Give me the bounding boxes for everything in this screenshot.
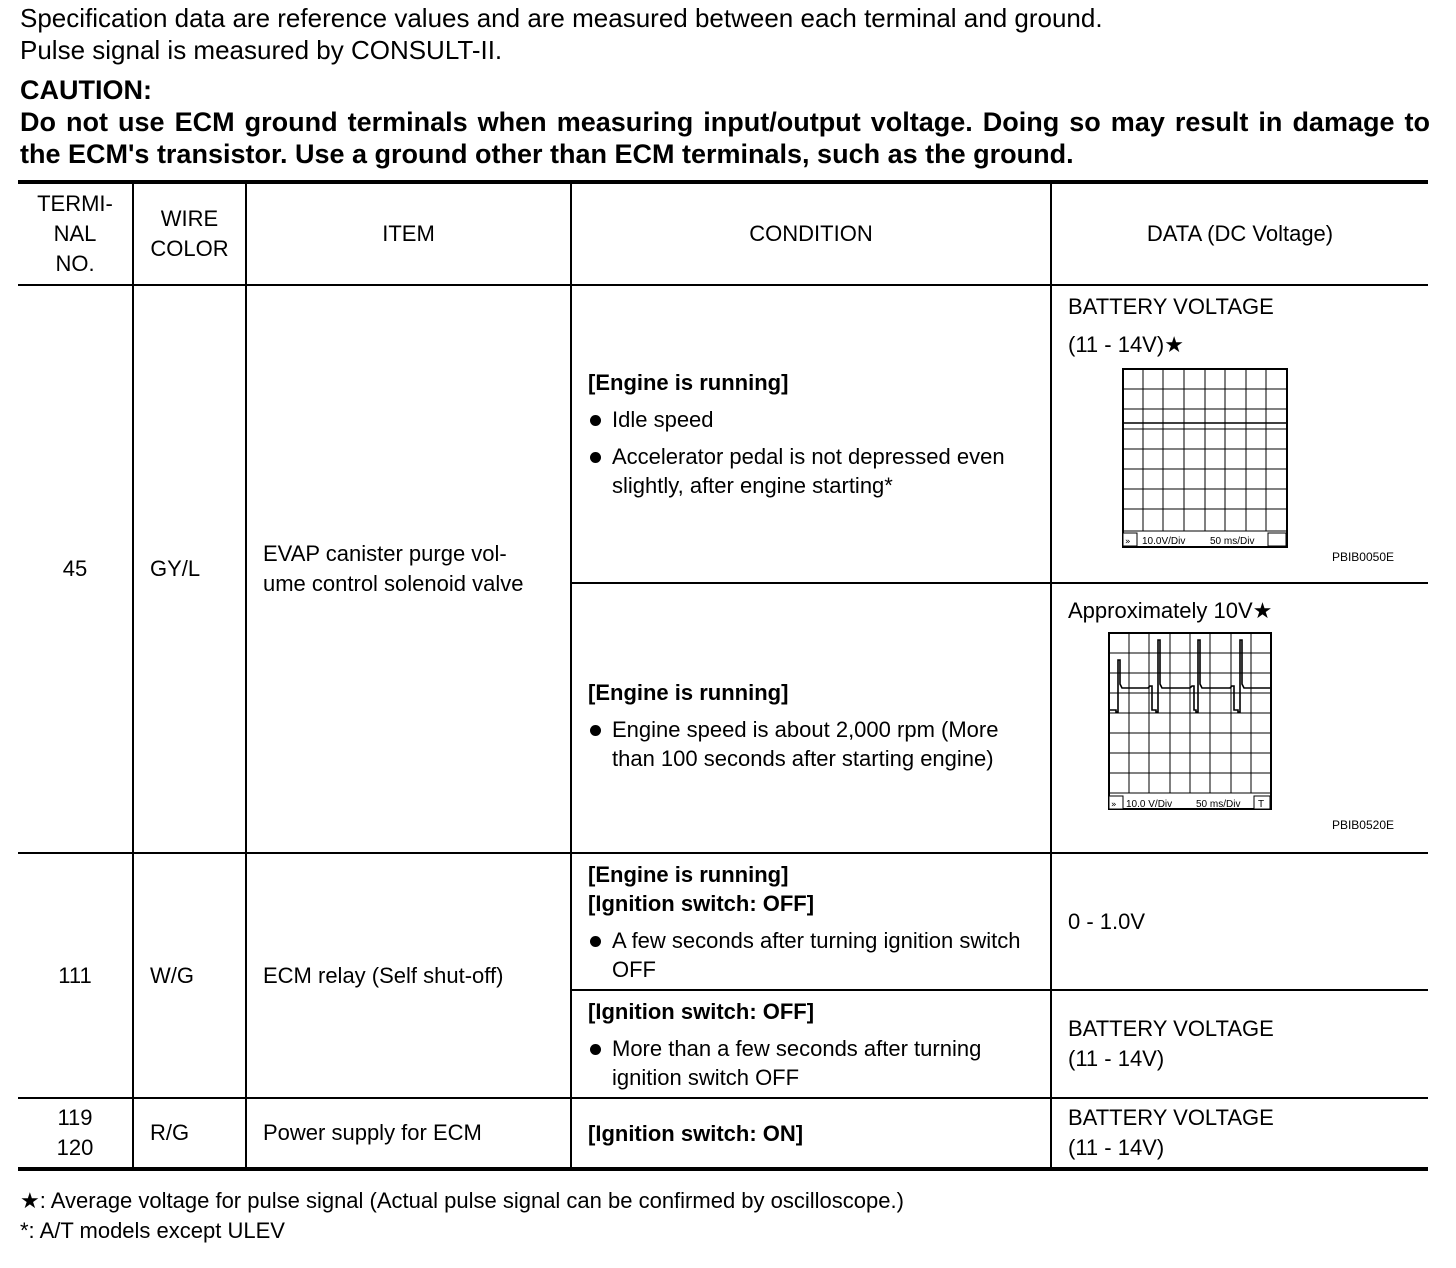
intro-line-1: Specification data are reference values and are measured between each terminal and ground.	[20, 3, 1103, 33]
condition-bullet: Accelerator pedal is not depressed even slightly, after engine starting*	[588, 442, 1034, 500]
scope-trigger-label: T	[1258, 799, 1265, 810]
footnotes	[20, 1186, 904, 1246]
condition-cell	[571, 853, 1051, 990]
wire-color-cell: GY/L	[133, 285, 246, 853]
condition-heading: [Engine is running]	[588, 370, 789, 395]
ecm-terminal-table	[18, 180, 1428, 1171]
figure-code: PBIB0520E	[1331, 818, 1394, 832]
oscilloscope-graph-pulse	[1108, 632, 1278, 814]
data-line-2: (11 - 14V)	[1068, 1046, 1165, 1071]
header-wire-line1: WIRE	[160, 206, 219, 231]
header-terminal-line3: NO.	[55, 251, 95, 276]
condition-heading: [Engine is running]	[588, 861, 789, 887]
condition-heading: [Ignition switch: ON]	[588, 1120, 804, 1146]
condition-heading: [Engine is running]	[588, 679, 789, 705]
condition-heading: [Ignition switch: OFF]	[588, 998, 815, 1024]
condition-bullet: Engine speed is about 2,000 rpm (More than 100 seconds after starting engine)	[588, 715, 1034, 773]
data-line-2: (11 - 14V)	[1068, 1135, 1165, 1160]
header-terminal-line1: TERMI-	[37, 191, 113, 216]
header-data: DATA (DC Voltage)	[1051, 182, 1428, 285]
star-icon: ★	[1252, 598, 1273, 623]
data-line-1: BATTERY VOLTAGE	[1068, 1016, 1274, 1041]
wire-color-cell: R/G	[133, 1098, 246, 1169]
condition-bullet: More than a few seconds after turning ignition switch OFF	[588, 1034, 1034, 1092]
condition-bullet: Idle speed	[588, 405, 1034, 434]
terminal-no-cell	[18, 1098, 133, 1169]
data-line-1: Approximately 10V	[1068, 598, 1253, 623]
header-terminal-line2: NAL	[53, 221, 97, 246]
scope-time-div-label: 50 ms/Div	[1210, 536, 1255, 547]
footnote-asterisk: *: A/T models except ULEV	[20, 1218, 285, 1243]
condition-bullet: A few seconds after turning ignition switch OFF	[588, 926, 1034, 984]
footnote-star-text: : Average voltage for pulse signal (Actual pulse signal can be confirmed by oscilloscope.)	[39, 1188, 904, 1213]
scope-volt-div-label: 10.0V/Div	[1142, 536, 1186, 547]
svg-text:»: »	[1111, 800, 1117, 810]
scope-volt-div-label: 10.0 V/Div	[1126, 799, 1173, 810]
terminal-line-2: 120	[56, 1135, 94, 1160]
svg-text:»: »	[1125, 537, 1131, 547]
data-cell	[1051, 1098, 1428, 1169]
table-row	[18, 285, 1428, 583]
data-line-1-wrap	[1068, 596, 1412, 626]
data-line-2-wrap	[1068, 330, 1412, 360]
caution-title: CAUTION:	[20, 75, 152, 105]
star-icon: ★	[1164, 332, 1184, 357]
item-cell: Power supply for ECM	[246, 1098, 571, 1169]
header-wire-color	[133, 182, 246, 285]
condition-heading: [Ignition switch: OFF]	[588, 890, 815, 916]
star-icon: ★	[20, 1188, 40, 1213]
wire-color-cell: W/G	[133, 853, 246, 1098]
intro-section	[20, 2, 1440, 170]
item-cell	[246, 285, 571, 853]
data-line-2: (11 - 14V)	[1068, 332, 1165, 357]
data-line-1: BATTERY VOLTAGE	[1068, 1105, 1274, 1130]
item-cell: ECM relay (Self shut-off)	[246, 853, 571, 1098]
data-cell	[1051, 990, 1428, 1098]
header-wire-line2: COLOR	[150, 236, 229, 261]
data-line-1: BATTERY VOLTAGE	[1068, 294, 1274, 319]
condition-cell	[571, 285, 1051, 583]
condition-cell	[571, 1098, 1051, 1169]
header-item: ITEM	[246, 182, 571, 285]
condition-cell	[571, 990, 1051, 1098]
scope-time-div-label: 50 ms/Div	[1196, 799, 1241, 810]
item-line-2: ume control solenoid valve	[263, 571, 524, 596]
data-line-1: 0 - 1.0V	[1068, 908, 1146, 934]
figure-code: PBIB0050E	[1331, 550, 1394, 564]
table-header-row	[18, 182, 1428, 285]
condition-cell	[571, 583, 1051, 853]
header-terminal-no	[18, 182, 133, 285]
data-cell	[1051, 583, 1428, 853]
header-condition: CONDITION	[571, 182, 1051, 285]
data-cell	[1051, 853, 1428, 990]
terminal-line-1: 119	[57, 1105, 93, 1130]
table-row	[18, 1098, 1428, 1169]
caution-text: Do not use ECM ground terminals when measuring input/output voltage. Doing so may result in damage to the ECM's transistor. Use a ground other than ECM terminals, such as the ground.	[20, 107, 1430, 169]
terminal-no-cell: 111	[18, 853, 133, 1098]
intro-line-2: Pulse signal is measured by CONSULT-II.	[20, 35, 503, 65]
item-line-1: EVAP canister purge vol-	[263, 541, 507, 566]
terminal-no-cell: 45	[18, 285, 133, 853]
data-cell	[1051, 285, 1428, 583]
footnote-star	[20, 1186, 904, 1216]
oscilloscope-graph-flat	[1122, 368, 1302, 550]
table-row	[18, 853, 1428, 990]
